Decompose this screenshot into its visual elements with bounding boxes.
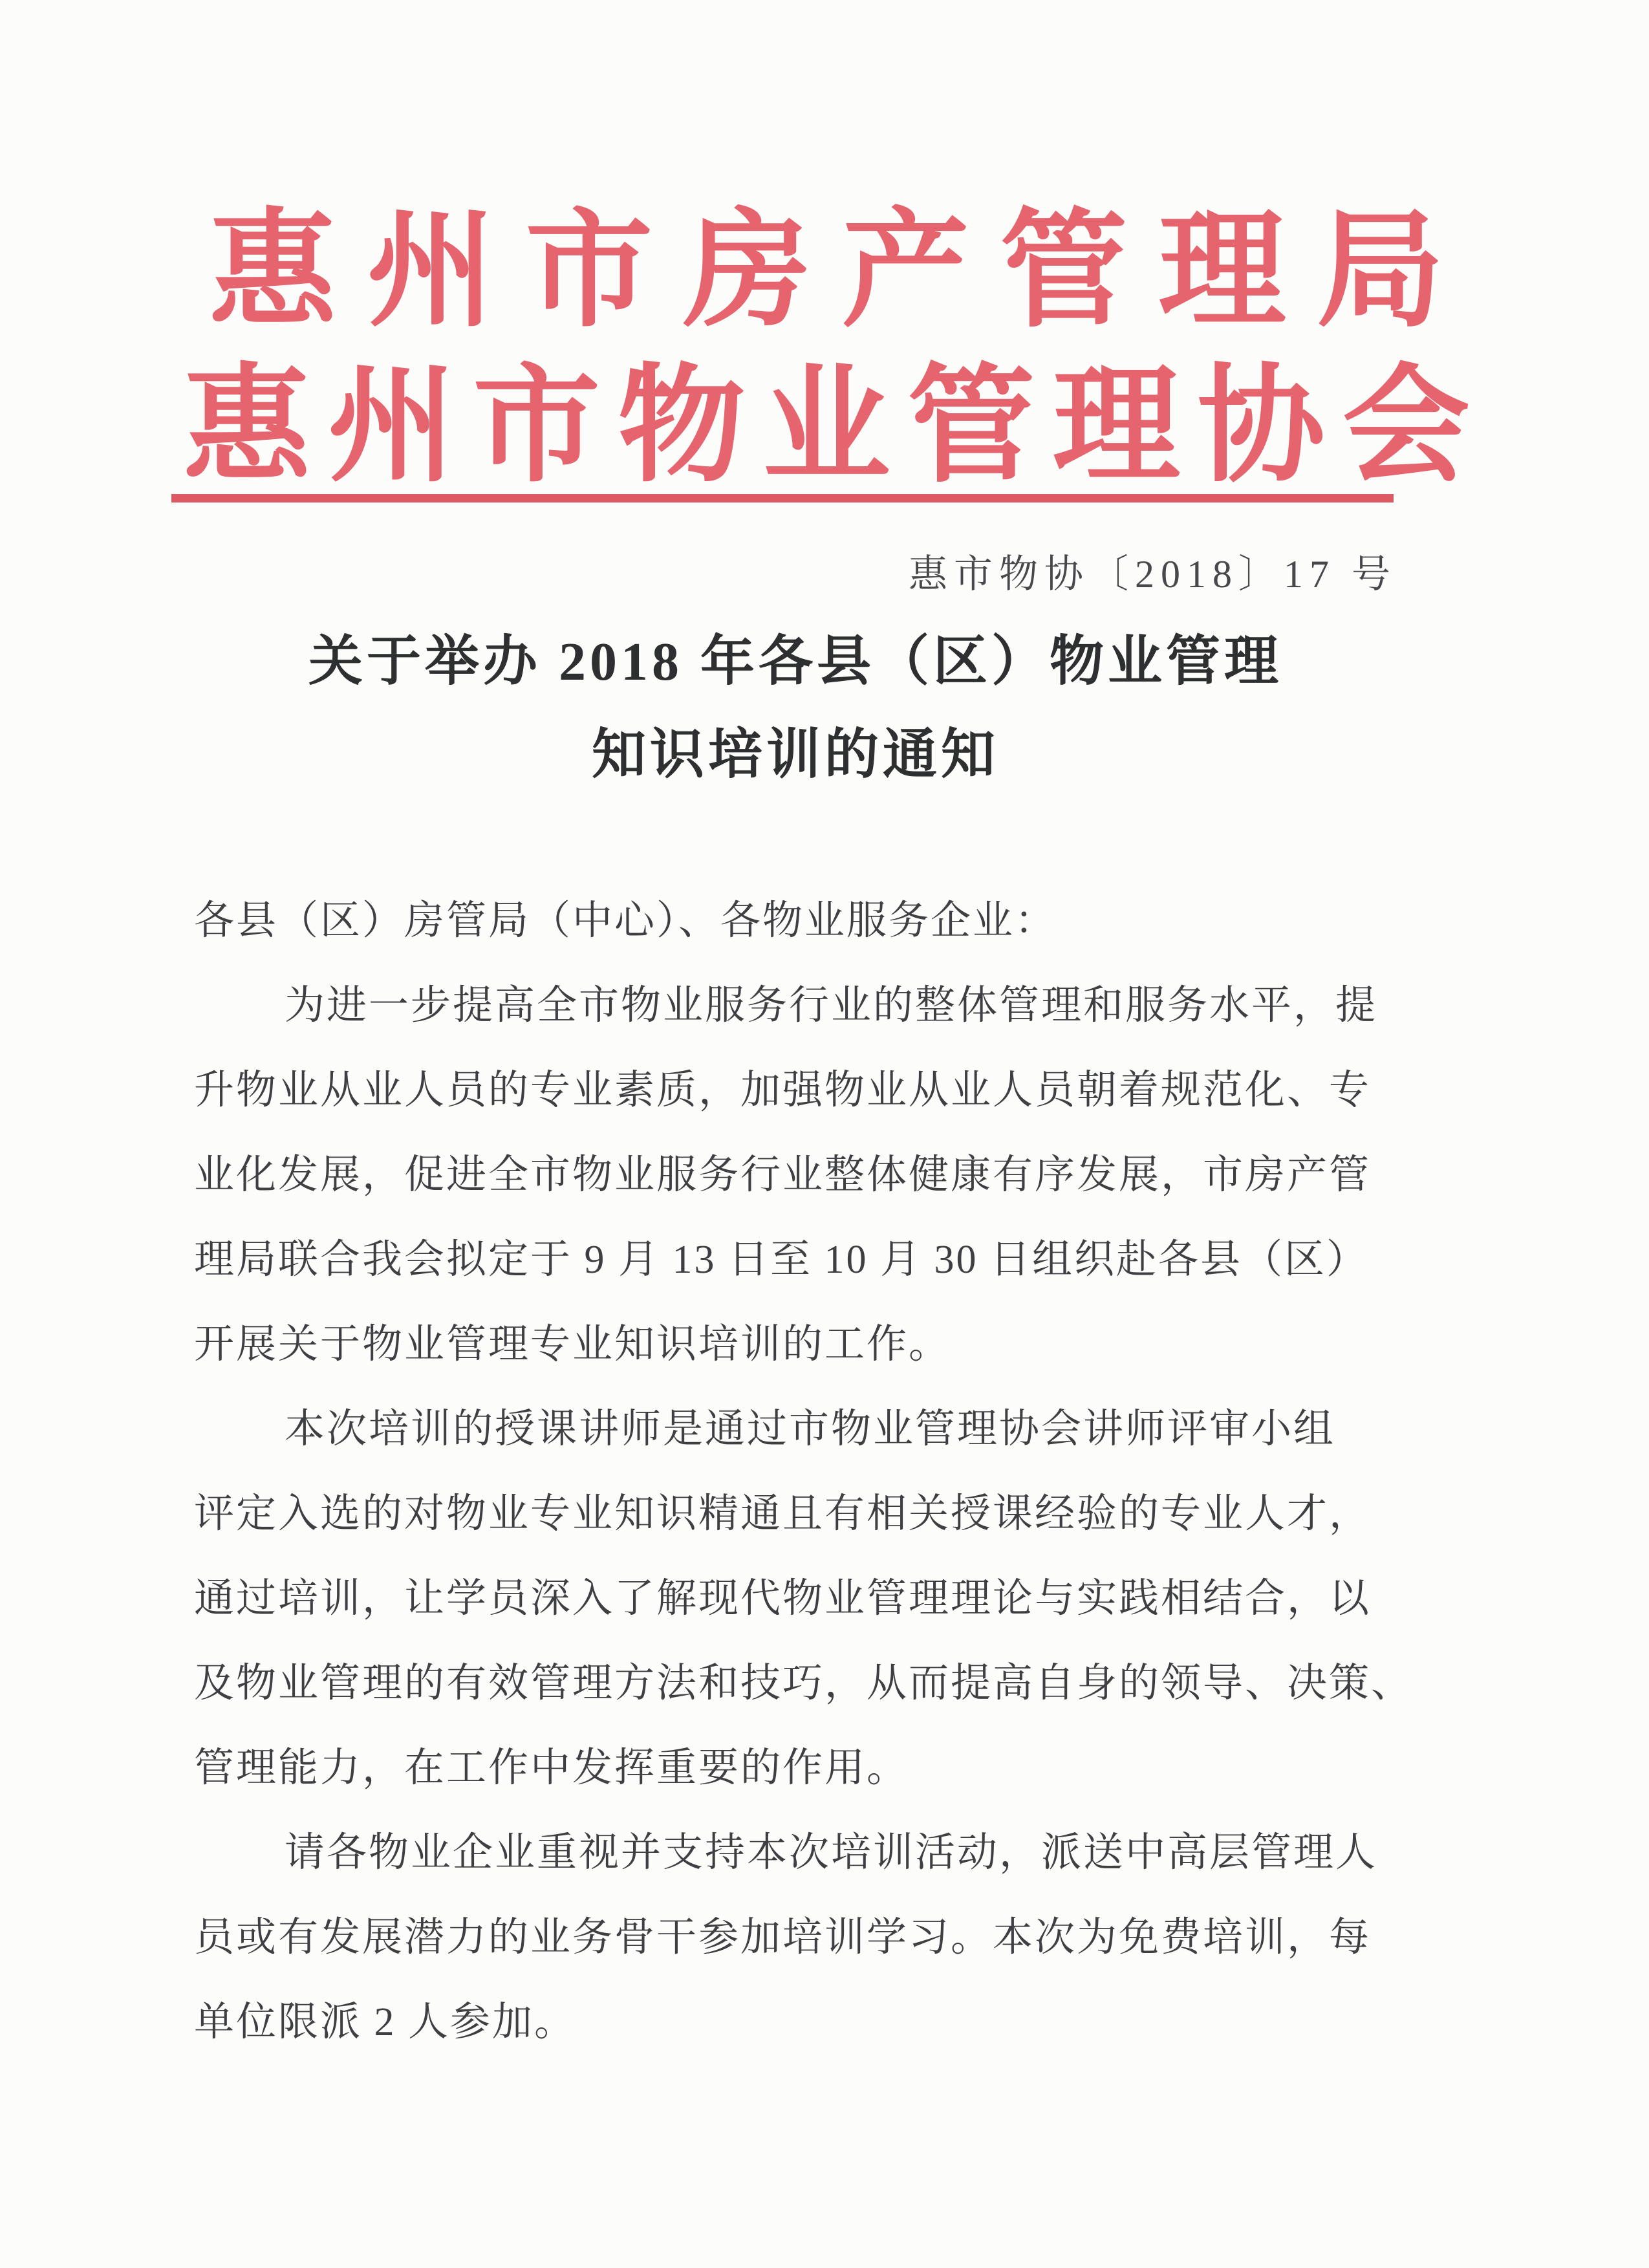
body-line: 理局联合我会拟定于 9 月 13 日至 10 月 30 日组织赴各县（区） (194, 1238, 1369, 1282)
body-line: 单位限派 2 人参加。 (194, 2000, 577, 2044)
body-line: 及物业管理的有效管理方法和技巧，从而提高自身的领导、决策、 (194, 1661, 1414, 1705)
header-double-rule (171, 494, 1394, 502)
body-line: 业化发展，促进全市物业服务行业整体健康有序发展，市房产管 (194, 1153, 1372, 1197)
org-name-line-1: 惠 州 市 房 产 管 理 局 (209, 200, 1444, 342)
body-line: 开展关于物业管理专业知识培训的工作。 (194, 1323, 951, 1366)
body-line: 为进一步提高全市物业服务行业的整体管理和服务水平，提 (285, 984, 1378, 1028)
body-line: 管理能力，在工作中发挥重要的作用。 (194, 1746, 909, 1790)
body-line: 本次培训的授课讲师是通过市物业管理协会讲师评审小组 (285, 1407, 1336, 1451)
document-body (194, 879, 1414, 2065)
body-line: 员或有发展潜力的业务骨干参加培训学习。本次为免费培训，每 (194, 1916, 1372, 1960)
salutation-line: 各县（区）房管局（中心）、各物业服务企业： (194, 899, 1057, 943)
body-line: 评定入选的对物业专业知识精通且有相关授课经验的专业人才， (194, 1492, 1372, 1536)
document-number: 惠市物协〔2018〕17 号 (909, 553, 1397, 596)
title-line-2: 知识培训的通知 (591, 725, 999, 785)
org-name-line-2: 惠 州 市 物 业 管 理 协 会 (183, 356, 1470, 497)
document-title (194, 616, 1397, 802)
title-line-1: 关于举办 2018 年各县（区）物业管理 (308, 632, 1282, 692)
body-line: 请各物业企业重视并支持本次培训活动，派送中高层管理人 (285, 1831, 1378, 1875)
body-line: 升物业从业人员的专业素质，加强物业从业人员朝着规范化、专 (194, 1068, 1372, 1112)
letterhead (183, 200, 1470, 497)
body-line: 通过培训，让学员深入了解现代物业管理理论与实践相结合，以 (194, 1577, 1372, 1621)
